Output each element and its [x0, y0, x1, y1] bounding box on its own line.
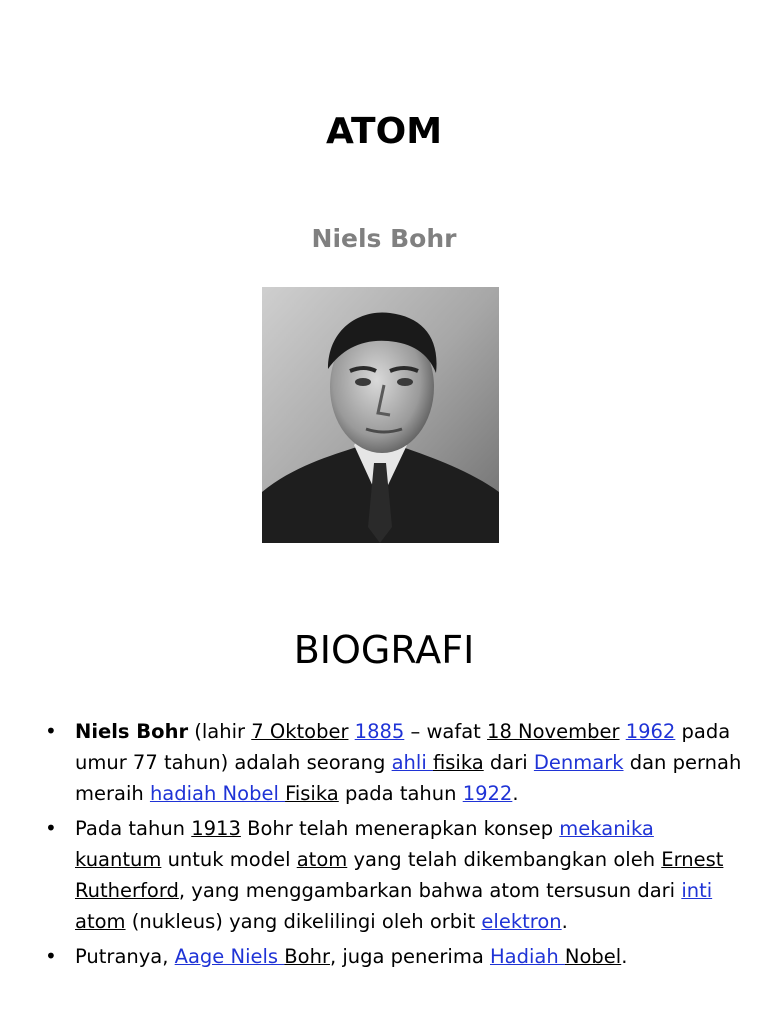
hyperlink[interactable]: Aage Niels	[174, 945, 285, 968]
underlined-text: Bohr	[284, 945, 330, 968]
body-text: Bohr telah menerapkan konsep	[240, 817, 560, 840]
portrait-photo	[262, 287, 499, 543]
hyperlink[interactable]: Denmark	[533, 751, 624, 774]
body-text: , juga penerima	[329, 945, 490, 968]
body-text: dan pernah meraih	[75, 751, 742, 805]
bold-text: Niels Bohr	[75, 720, 189, 743]
page-title: ATOM	[325, 111, 443, 152]
section-heading: BIOGRAFI	[293, 628, 475, 672]
hyperlink[interactable]: inti	[681, 879, 713, 902]
body-text: .	[621, 945, 628, 968]
hyperlink[interactable]: hadiah Nobel	[149, 782, 286, 805]
page-subtitle: Niels Bohr	[311, 224, 457, 253]
underlined-text: atom	[75, 910, 126, 933]
hyperlink[interactable]: 1885	[354, 720, 405, 743]
underlined-text: 1913	[191, 817, 241, 840]
body-text: (nukleus) yang dikelilingi oleh orbit	[125, 910, 482, 933]
bullet-item	[45, 813, 745, 937]
body-text: , yang menggambarkan bahwa atom tersusun dari	[178, 879, 682, 902]
body-text: (lahir	[188, 720, 252, 743]
hyperlink[interactable]: elektron	[481, 910, 562, 933]
bullet-marker: •	[45, 816, 57, 840]
body-text: – wafat	[404, 720, 488, 743]
body-text: untuk model	[161, 848, 297, 871]
bullet-marker: •	[45, 944, 57, 968]
body-text: Pada tahun	[75, 817, 192, 840]
hyperlink[interactable]: ahli	[391, 751, 433, 774]
underlined-text: 7 Oktober	[251, 720, 349, 743]
bullet-item	[45, 941, 745, 972]
hyperlink[interactable]: 1922	[462, 782, 513, 805]
underlined-text: 18 November	[487, 720, 620, 743]
hyperlink[interactable]: mekanika	[559, 817, 654, 840]
body-text: .	[512, 782, 519, 805]
underlined-text: kuantum	[75, 848, 162, 871]
hyperlink[interactable]: 1962	[625, 720, 676, 743]
body-text: .	[561, 910, 568, 933]
underlined-text: Ernest Rutherford	[75, 848, 724, 902]
hyperlink[interactable]: Hadiah	[489, 945, 565, 968]
bullet-marker: •	[45, 719, 57, 743]
body-text: dari	[483, 751, 534, 774]
body-text: yang telah dikembangkan oleh	[347, 848, 662, 871]
underlined-text: atom	[296, 848, 348, 871]
underlined-text: fisika	[432, 751, 484, 774]
bullet-item	[45, 716, 745, 809]
body-text: Putranya,	[75, 945, 175, 968]
underlined-text: Fisika	[285, 782, 339, 805]
body-text: pada umur 77 tahun) adalah seorang	[75, 720, 731, 774]
biography-list	[45, 716, 745, 976]
body-text: pada tahun	[338, 782, 463, 805]
underlined-text: Nobel	[564, 945, 622, 968]
